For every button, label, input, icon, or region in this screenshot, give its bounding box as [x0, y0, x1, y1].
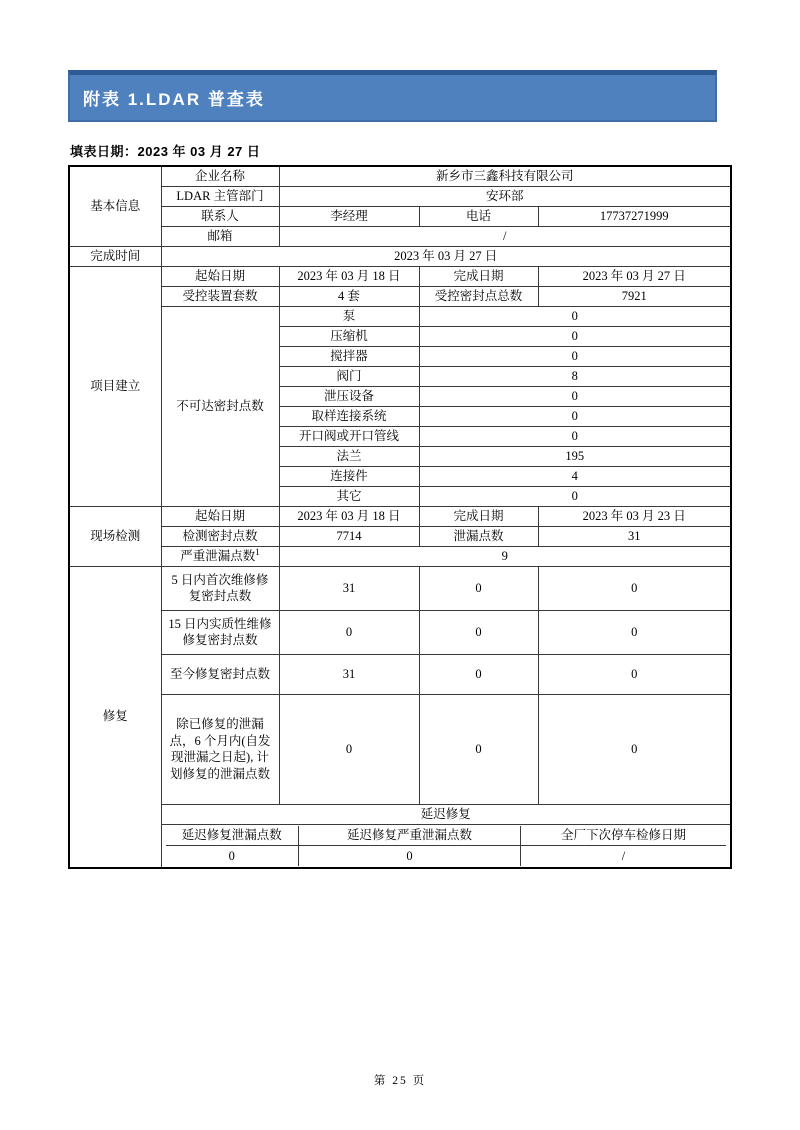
- unreachable-item-value: 4: [419, 466, 731, 486]
- repair-row-value: 0: [419, 566, 538, 610]
- unreachable-item-value: 0: [419, 346, 731, 366]
- unreachable-item-label: 取样连接系统: [279, 406, 419, 426]
- repair-row-label: 至今修复密封点数: [161, 654, 279, 694]
- delay-severe-leaks-label: 延迟修复严重泄漏点数: [299, 826, 521, 846]
- unreachable-item-value: 0: [419, 306, 731, 326]
- section-detection: 现场检测: [69, 506, 161, 566]
- leak-points-value: 31: [538, 526, 731, 546]
- leak-points-label: 泄漏点数: [419, 526, 538, 546]
- unreachable-item-label: 压缩机: [279, 326, 419, 346]
- unreachable-item-value: 0: [419, 426, 731, 446]
- table-row: [166, 826, 727, 846]
- table-row: [166, 846, 727, 866]
- repair-row-value: 0: [279, 694, 419, 804]
- project-start-label: 起始日期: [161, 266, 279, 286]
- unreachable-item-label: 开口阀或开口管线: [279, 426, 419, 446]
- table-row: [69, 694, 731, 804]
- email-value: /: [279, 226, 731, 246]
- phone-label: 电话: [419, 206, 538, 226]
- company-name-label: 企业名称: [161, 166, 279, 186]
- unreachable-item-label: 搅拌器: [279, 346, 419, 366]
- repair-row-label: 5 日内首次维修修复密封点数: [161, 566, 279, 610]
- project-start-value: 2023 年 03 月 18 日: [279, 266, 419, 286]
- project-finish-value: 2023 年 03 月 27 日: [538, 266, 731, 286]
- section-banner: [68, 70, 717, 122]
- page-number: 第 25 页: [373, 1075, 427, 1087]
- table-row: [69, 226, 731, 246]
- project-finish-label: 完成日期: [419, 266, 538, 286]
- table-row: [69, 286, 731, 306]
- checked-points-value: 7714: [279, 526, 419, 546]
- ldar-survey-table: [68, 165, 732, 869]
- ldar-dept-value: 安环部: [279, 186, 731, 206]
- unreachable-item-label: 阀门: [279, 366, 419, 386]
- table-row: [69, 804, 731, 824]
- unreachable-item-value: 195: [419, 446, 731, 466]
- repair-row-value: 31: [279, 654, 419, 694]
- detection-start-value: 2023 年 03 月 18 日: [279, 506, 419, 526]
- table-row: [69, 506, 731, 526]
- detection-start-label: 起始日期: [161, 506, 279, 526]
- delay-repair-header: 延迟修复: [161, 804, 731, 824]
- checked-points-label: 检测密封点数: [161, 526, 279, 546]
- contact-label: 联系人: [161, 206, 279, 226]
- contact-value: 李经理: [279, 206, 419, 226]
- page-title: 附表 1.LDAR 普查表: [83, 90, 265, 109]
- repair-row-value: 0: [538, 566, 731, 610]
- unreachable-item-value: 0: [419, 386, 731, 406]
- email-label: 邮箱: [161, 226, 279, 246]
- controlled-points-value: 7921: [538, 286, 731, 306]
- phone-value: 17737271999: [538, 206, 731, 226]
- unreachable-item-label: 连接件: [279, 466, 419, 486]
- table-row: [69, 166, 731, 186]
- repair-row-label: 15 日内实质性维修修复密封点数: [161, 610, 279, 654]
- table-row: [69, 610, 731, 654]
- repair-row-value: 0: [538, 610, 731, 654]
- table-row: [69, 206, 731, 226]
- table-row: [69, 306, 731, 326]
- controlled-units-label: 受控装置套数: [161, 286, 279, 306]
- delay-repair-block: [161, 824, 731, 868]
- unreachable-item-value: 0: [419, 406, 731, 426]
- repair-row-value: 0: [419, 694, 538, 804]
- controlled-units-value: 4 套: [279, 286, 419, 306]
- repair-row-value: 0: [419, 610, 538, 654]
- unreachable-item-value: 0: [419, 326, 731, 346]
- delay-severe-leaks-value: 0: [299, 846, 521, 866]
- controlled-points-label: 受控密封点总数: [419, 286, 538, 306]
- unreachable-item-value: 8: [419, 366, 731, 386]
- table-row: [69, 654, 731, 694]
- next-shutdown-date-label: 全厂下次停车检修日期: [521, 826, 727, 846]
- detection-finish-value: 2023 年 03 月 23 日: [538, 506, 731, 526]
- fill-date-line: 填表日期：2023 年 03 月 27 日: [70, 144, 261, 159]
- next-shutdown-date-value: /: [521, 846, 727, 866]
- unreachable-item-value: 0: [419, 486, 731, 506]
- repair-row-value: 0: [419, 654, 538, 694]
- table-row: [69, 566, 731, 610]
- severe-leaks-label: [161, 546, 279, 566]
- table-row: [69, 246, 731, 266]
- table-row: [69, 546, 731, 566]
- unreachable-item-label: 法兰: [279, 446, 419, 466]
- repair-row-value: 0: [279, 610, 419, 654]
- repair-row-value: 0: [538, 654, 731, 694]
- table-row: [69, 824, 731, 868]
- unreachable-item-label: 泄压设备: [279, 386, 419, 406]
- table-row: [69, 266, 731, 286]
- unreachable-points-label: 不可达密封点数: [161, 306, 279, 506]
- section-basic-info: 基本信息: [69, 166, 161, 246]
- repair-row-value: 0: [538, 694, 731, 804]
- delay-repair-table: [166, 826, 727, 866]
- section-repair: 修复: [69, 566, 161, 868]
- detection-finish-label: 完成日期: [419, 506, 538, 526]
- company-name-value: 新乡市三鑫科技有限公司: [279, 166, 731, 186]
- severe-leaks-value: 9: [279, 546, 731, 566]
- table-row: [69, 186, 731, 206]
- completion-time-value: 2023 年 03 月 27 日: [161, 246, 731, 266]
- delay-leaks-value: 0: [166, 846, 299, 866]
- repair-row-value: 31: [279, 566, 419, 610]
- table-row: [69, 526, 731, 546]
- unreachable-item-label: 其它: [279, 486, 419, 506]
- repair-row-label: 除已修复的泄漏点，6 个月内(自发现泄漏之日起), 计划修复的泄漏点数: [161, 694, 279, 804]
- ldar-dept-label: LDAR 主管部门: [161, 186, 279, 206]
- section-project: 项目建立: [69, 266, 161, 506]
- severe-leaks-label-text: 严重泄漏点数: [180, 548, 256, 563]
- section-completion-time: 完成时间: [69, 246, 161, 266]
- unreachable-item-label: 泵: [279, 306, 419, 326]
- delay-leaks-label: 延迟修复泄漏点数: [166, 826, 299, 846]
- severe-leaks-footnote-mark: 1: [255, 546, 260, 557]
